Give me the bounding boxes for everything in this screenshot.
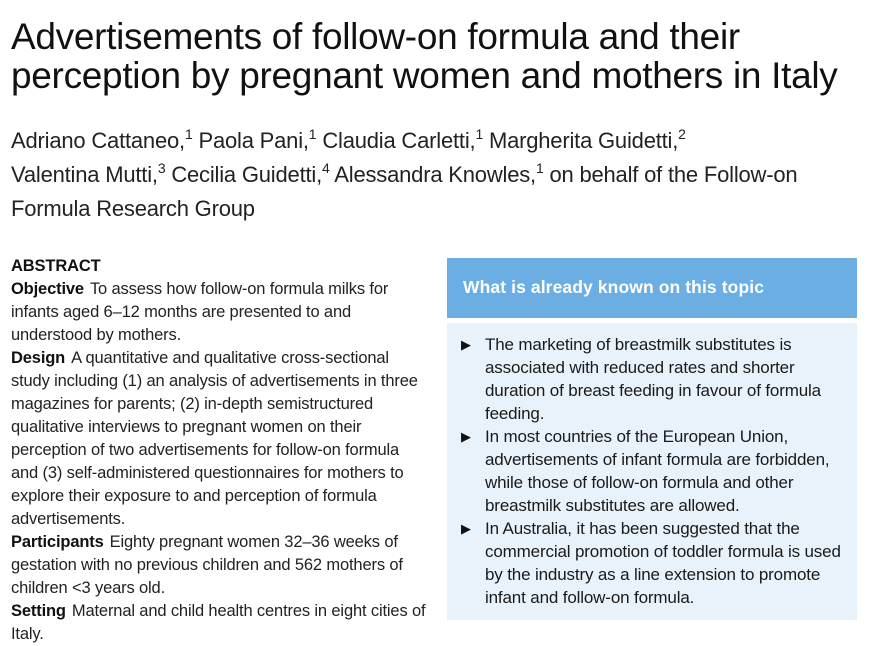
section-text: Eighty pregnant women 32–36 weeks of gestation with no previous children and 562 mothers of children <3 years old. xyxy=(11,533,403,597)
list-item: ▶ In Australia, it has been suggested that the commercial promotion of toddler formula is used by the industry as a line extension to promote infant and follow-on formula. xyxy=(461,519,841,607)
section-text: A quantitative and qualitative cross-sectional study including (1) an analysis of advertisements in three magazines for parents; (2) in-depth semistructured qualitative interviews to pregnant women on their perception of two advertisements for follow-on formula and (3) self-administered questionnaires for mothers to explore their exposure to and perception of formula advertisements. xyxy=(11,349,418,528)
article-title: Advertisements of follow-on formula and their perception by pregnant women and mothers in Italy xyxy=(11,16,838,96)
section-label: Participants xyxy=(11,533,104,551)
abstract-section-objective xyxy=(11,278,426,347)
triangle-bullet-icon: ▶ xyxy=(461,337,471,352)
abstract-heading: ABSTRACT xyxy=(11,257,101,275)
known-box-title: What is already known on this topic xyxy=(463,277,765,297)
author: Valentina Mutti,$^3$ xyxy=(11,160,166,187)
author: Margherita Guidetti,$^2$ xyxy=(488,126,686,153)
section-label: Objective xyxy=(11,280,84,298)
list-item: ▶ In most countries of the European Union, advertisements of infant formula are forbidden, while those of follow-on formula and other breastmilk substitutes are allowed. xyxy=(461,427,830,515)
abstract xyxy=(11,255,426,646)
author: Adriano Cattaneo,$^1$ xyxy=(11,126,193,153)
known-box-body xyxy=(447,323,857,620)
author-group-suffix: on behalf of the Follow-on Formula Research Group xyxy=(11,162,798,221)
known-box-header xyxy=(447,258,857,318)
known-box-list xyxy=(459,333,849,609)
abstract-section-design xyxy=(11,347,426,531)
abstract-section-setting xyxy=(11,600,426,646)
triangle-bullet-icon: ▶ xyxy=(461,521,471,536)
abstract-section-participants xyxy=(11,531,426,600)
author: Paola Pani,$^1$ xyxy=(198,126,317,153)
list-item: ▶ The marketing of breastmilk substitutes is associated with reduced rates and shorter duration of breast feeding in favour of formula feeding. xyxy=(461,335,821,423)
author: Claudia Carletti,$^1$ xyxy=(322,126,484,153)
section-label: Design xyxy=(11,349,66,367)
author: Alessandra Knowles,$^1$ xyxy=(334,160,544,187)
author-list xyxy=(11,124,871,226)
author: Cecilia Guidetti,$^4$ xyxy=(171,160,330,187)
triangle-bullet-icon: ▶ xyxy=(461,429,471,444)
section-label: Setting xyxy=(11,602,66,620)
section-text: To assess how follow-on formula milks for infants aged 6–12 months are presented to and understood by mothers. xyxy=(11,280,389,344)
section-text: Maternal and child health centres in eight cities of Italy. xyxy=(11,602,426,643)
